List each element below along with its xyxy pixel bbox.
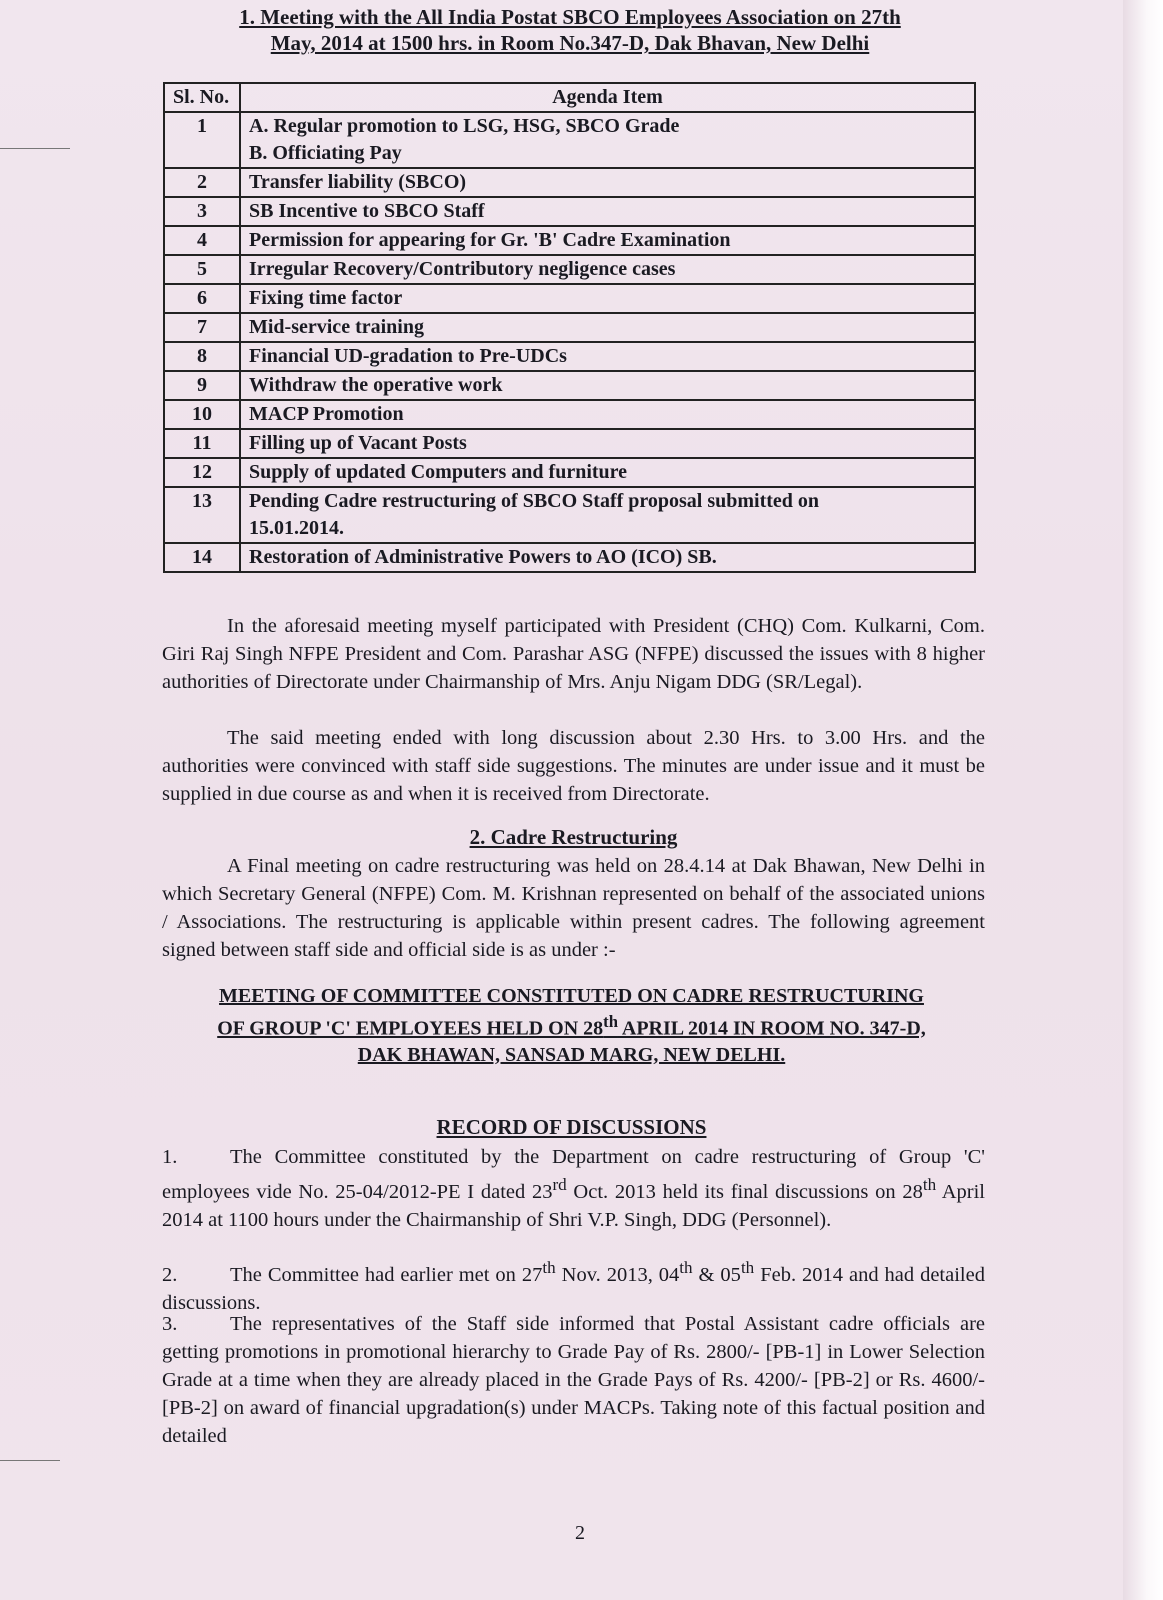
agenda-item-text: Permission for appearing for Gr. 'B' Cadre Examination (249, 229, 731, 251)
item-number: 2. (162, 1263, 178, 1286)
heading-line-2: May, 2014 at 1500 hrs. in Room No.347-D, Dak Bhavan, New Delhi (270, 31, 870, 55)
row-sl-no: 6 (164, 284, 240, 313)
table-row (164, 255, 975, 284)
committee-heading-line-2: OF GROUP 'C' EMPLOYEES HELD ON 28th APRIL 2014 IN ROOM NO. 347-D, (217, 1012, 926, 1040)
row-agenda-item (240, 226, 975, 255)
table-row (164, 168, 975, 197)
col-agenda-item: Agenda Item (240, 83, 975, 112)
row-agenda-item (240, 284, 975, 313)
row-agenda-item (240, 543, 975, 572)
row-agenda-item (240, 371, 975, 400)
row-sl-no: 9 (164, 371, 240, 400)
col-sl-no: Sl. No. (164, 83, 240, 112)
row-sl-no: 2 (164, 168, 240, 197)
table-header-row (164, 83, 975, 112)
agenda-item-text: A. Regular promotion to LSG, HSG, SBCO Grade (249, 115, 680, 137)
row-agenda-item (240, 429, 975, 458)
agenda-item-text: Withdraw the operative work (249, 374, 503, 396)
paragraph-1 (162, 612, 985, 696)
agenda-item-text: Mid-service training (249, 316, 424, 338)
item-number: 1. (162, 1146, 178, 1168)
agenda-item-text: Fixing time factor (249, 287, 403, 309)
agenda-item-text: Restoration of Administrative Powers to AO (ICO) SB. (249, 546, 717, 568)
row-sl-no: 10 (164, 400, 240, 429)
row-sl-no: 12 (164, 458, 240, 487)
table-row (164, 487, 975, 543)
agenda-item-text: MACP Promotion (249, 403, 404, 425)
discussion-item-3: 3. The representatives of the Staff side informed that Postal Assistant cadre officials are getting promotions in promotional hierarchy to Grade Pay of Rs. 2800/- [PB-1] in Lower Selection Grade at a time when they are already placed in the Grade Pays of Rs. 4200/- [PB-2] or Rs. 4600/- [PB-2] on award of financial upgradation(s) under MACPs. Taking note of this factual position and detailed (162, 1310, 985, 1450)
agenda-item-text-cont: B. Officiating Pay (249, 142, 402, 164)
page-number: 2 (575, 1522, 585, 1544)
committee-heading-line-1: MEETING OF COMMITTEE CONSTITUTED ON CADRE RESTRUCTURING (219, 985, 924, 1007)
table-row (164, 197, 975, 226)
agenda-item-text: SB Incentive to SBCO Staff (249, 200, 485, 222)
row-sl-no: 14 (164, 543, 240, 572)
meeting-heading (160, 4, 980, 56)
row-agenda-item (240, 487, 975, 543)
row-sl-no: 8 (164, 342, 240, 371)
row-agenda-item (240, 400, 975, 429)
committee-meeting-heading (160, 983, 983, 1068)
row-sl-no: 11 (164, 429, 240, 458)
row-sl-no: 7 (164, 313, 240, 342)
agenda-item-text: Financial UD-gradation to Pre-UDCs (249, 345, 567, 367)
paragraph-3-text: A Final meeting on cadre restructuring was held on 28.4.14 at Dak Bhawan, New Delhi in which Secretary General (NFPE) Com. M. Krishnan represented on behalf of the associated unions / Associations. The restructuring is applicable within present cadres. The following agreement signed between staff side and official side is as under :- (162, 855, 985, 961)
row-agenda-item (240, 313, 975, 342)
discussion-item-2: 2. The Committee had earlier met on 27th Nov. 2013, 04th & 05th Feb. 2014 and had detailed discussions. (162, 1258, 985, 1314)
row-sl-no: 3 (164, 197, 240, 226)
agenda-item-text-cont: 15.01.2014. (249, 517, 344, 539)
table-row (164, 313, 975, 342)
row-agenda-item (240, 168, 975, 197)
paragraph-2 (162, 724, 985, 808)
paragraph-2-text: The said meeting ended with long discussion about 2.30 Hrs. to 3.00 Hrs. and the authorities were convinced with staff side suggestions. The minutes are under issue and it must be supplied in due course as and when it is received from Directorate. (162, 727, 985, 805)
agenda-item-text: Supply of updated Computers and furniture (249, 461, 628, 483)
heading-line-1: 1. Meeting with the All India Postat SBCO Employees Association on 27th (239, 5, 901, 29)
agenda-item-text: Transfer liability (SBCO) (249, 171, 467, 193)
section-2 (162, 824, 985, 850)
table-row (164, 342, 975, 371)
table-row (164, 371, 975, 400)
row-agenda-item (240, 458, 975, 487)
row-sl-no: 13 (164, 487, 240, 543)
paragraph-3 (162, 852, 985, 964)
row-agenda-item (240, 342, 975, 371)
scan-mark (0, 148, 70, 149)
row-agenda-item (240, 255, 975, 284)
table-row (164, 112, 975, 168)
agenda-item-text: Pending Cadre restructuring of SBCO Staff proposal submitted on (249, 490, 820, 512)
discussion-item-1: 1. The Committee constituted by the Department on cadre restructuring of Group 'C' employees vide No. 25-04/2012-PE I dated 23rd Oct. 2013 held its final discussions on 28th April 2014 at 1100 hours under the Chairmanship of Shri V.P. Singh, DDG (Personnel). (162, 1143, 985, 1234)
agenda-table-body (164, 112, 975, 572)
agenda-item-text: Irregular Recovery/Contributory negligence cases (249, 258, 676, 280)
table-row (164, 400, 975, 429)
committee-heading-line-3: DAK BHAWAN, SANSAD MARG, NEW DELHI. (357, 1043, 786, 1066)
page-edge (1123, 0, 1163, 1600)
table-row (164, 284, 975, 313)
agenda-item-text: Filling up of Vacant Posts (249, 432, 467, 454)
row-sl-no: 4 (164, 226, 240, 255)
section-2-title: 2. Cadre Restructuring (469, 825, 678, 849)
record-of-discussions-heading: RECORD OF DISCUSSIONS (436, 1115, 707, 1139)
paragraph-1-text: In the aforesaid meeting myself participated with President (CHQ) Com. Kulkarni, Com. Giri Raj Singh NFPE President and Com. Parashar ASG (NFPE) discussed the issues with 8 higher authorities of Directorate under Chairmanship of Mrs. Anju Nigam DDG (SR/Legal). (162, 615, 985, 693)
table-row (164, 429, 975, 458)
row-agenda-item (240, 197, 975, 226)
row-sl-no: 5 (164, 255, 240, 284)
scan-mark (0, 1460, 60, 1461)
agenda-table (163, 82, 976, 573)
item-number: 3. (162, 1313, 178, 1335)
table-row (164, 543, 975, 572)
table-row (164, 226, 975, 255)
row-agenda-item (240, 112, 975, 168)
row-sl-no: 1 (164, 112, 240, 168)
table-row (164, 458, 975, 487)
